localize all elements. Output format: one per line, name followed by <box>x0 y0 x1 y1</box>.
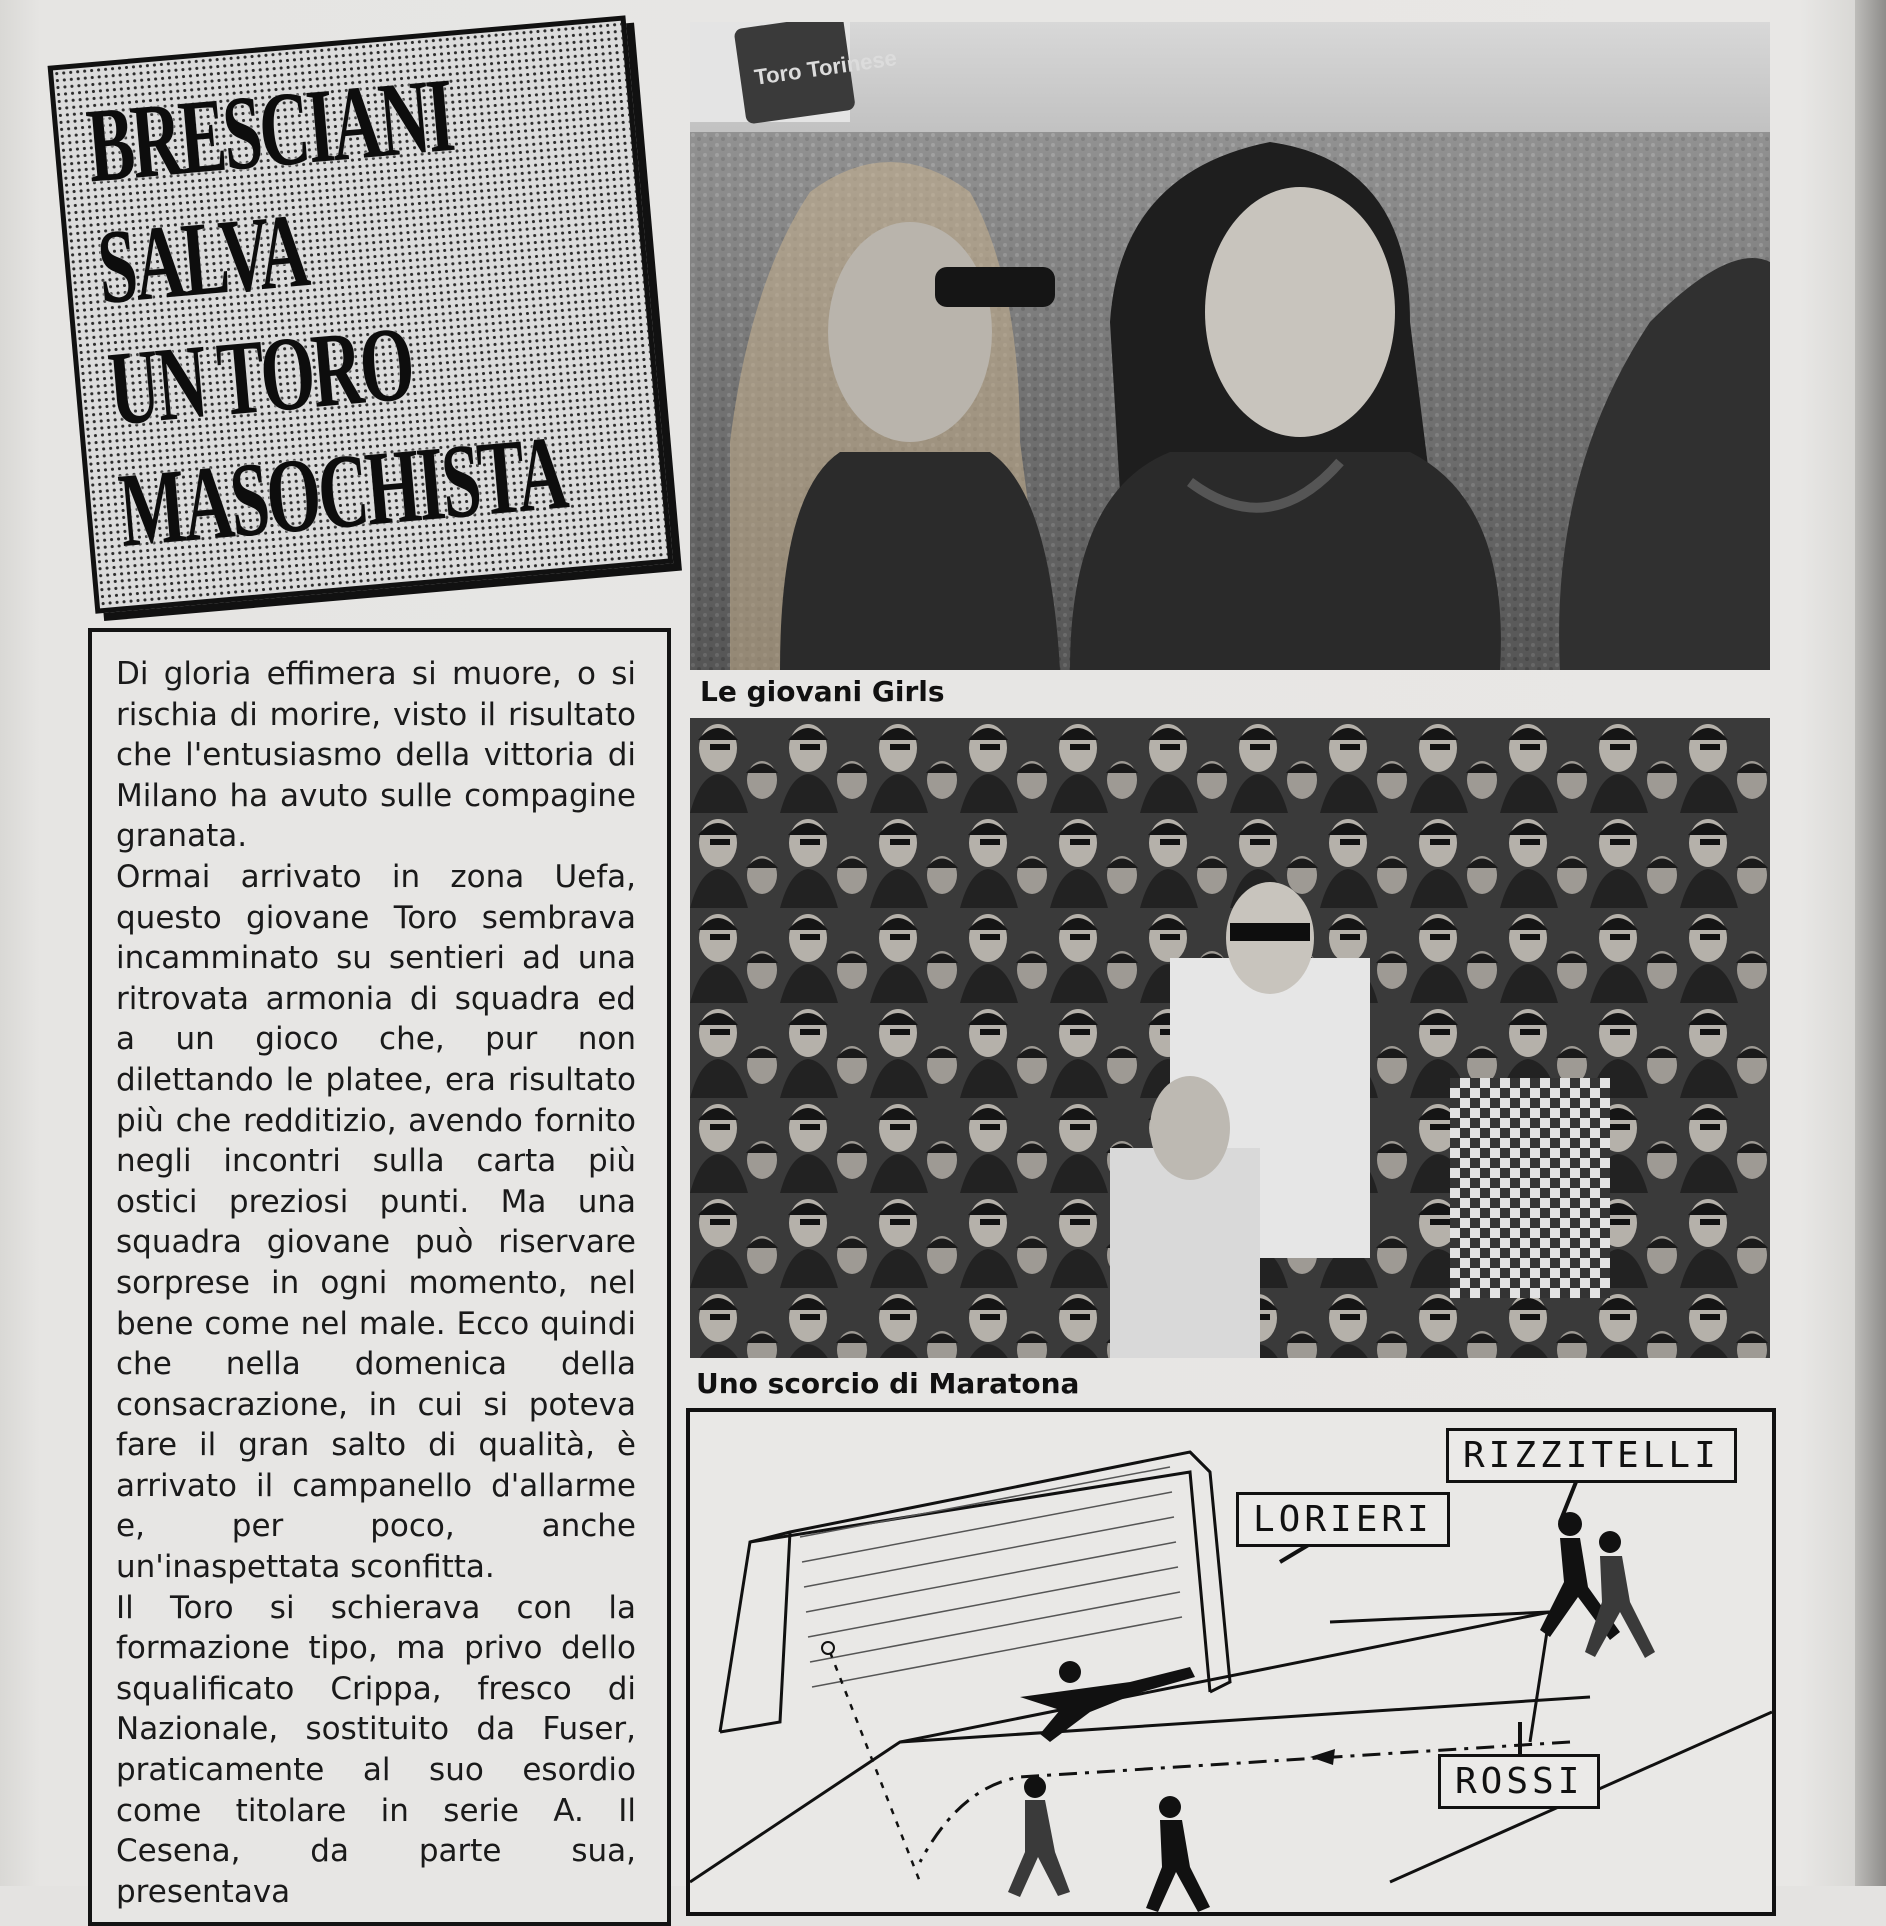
headline <box>82 40 644 572</box>
headline-line-1: BRESCIANI <box>82 56 457 205</box>
article-paragraph-3: Il Toro si schierava con la formazione tipo, ma privo dello squalificato Crippa, fresco di Nazionale, sostituito da Fuser, praticamente al suo esordio come titolare in serie A. Il Cesena, da parte sua, presentava <box>116 1589 636 1910</box>
photo-maratona-image <box>690 718 1770 1358</box>
caption-girls: Le giovani Girls <box>700 675 945 708</box>
article-box <box>88 628 671 1926</box>
headline-line-4: MASOCHISTA <box>114 413 570 570</box>
article-paragraph-2: Ormai arrivato in zona Uefa, questo giovane Toro sembrava incamminato su sentieri ad una ritrovata armonia di squadra ed a un gioco che, pur non dilettando le platee, era risultato più che redditizio, avendo fornito negli incontri sulla carta più ostici preziosi punti. Ma una squadra giovane può riservare sorprese in ogni momento, nel bene come nel male. Ecco quindi che nella domenica della consacrazione, in cui si poteva fare il gran salto di qualità, è arrivato il campanello d'allarme e, per poco, anche un'inaspettata sconfitta. <box>116 858 636 1586</box>
page-edge <box>1855 0 1886 1886</box>
headline-line-2: SALVA <box>93 191 312 326</box>
headline-line-3: UN TORO <box>103 304 417 448</box>
headline-box <box>48 15 674 613</box>
label-rossi: ROSSI <box>1438 1754 1600 1809</box>
caption-maratona: Uno scorcio di Maratona <box>696 1367 1080 1400</box>
label-lorieri: LORIERI <box>1236 1492 1450 1547</box>
goal-diagram-drawing <box>690 1412 1772 1912</box>
article-body <box>116 654 636 1912</box>
label-rizzitelli: RIZZITELLI <box>1446 1428 1737 1483</box>
photo-maratona <box>690 718 1770 1358</box>
photo-girls-image <box>690 22 1770 670</box>
goal-diagram <box>686 1408 1776 1916</box>
banner-text: Toro Torinese <box>752 45 899 90</box>
article-paragraph-1: Di gloria effimera si muore, o si rischia di morire, visto il risultato che l'entusiasmo della vittoria di Milano ha avuto sulle compagine granata. <box>116 656 636 855</box>
photo-girls <box>690 22 1770 670</box>
